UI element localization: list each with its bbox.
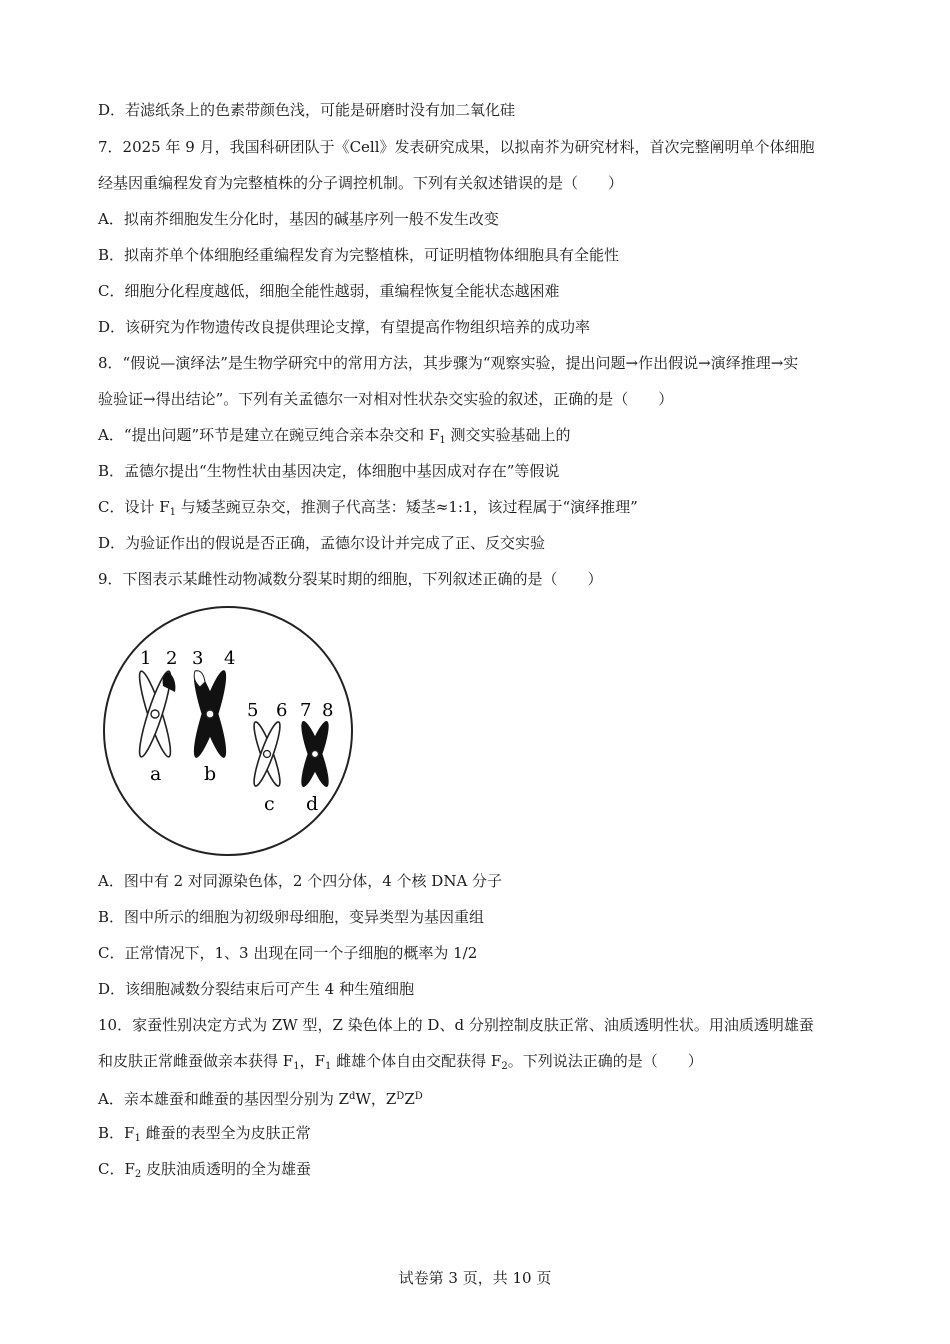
q7-stem-line1: 7．2025 年 9 月，我国科研团队于《Cell》发表研究成果，以拟南芥为研究材料，首次完整阐明单个体细胞 xyxy=(98,138,815,156)
q7-option-c: C．细胞分化程度越低，细胞全能性越弱，重编程恢复全能状态越困难 xyxy=(98,282,560,300)
q10-stem-line1: 10．家蚕性别决定方式为 ZW 型，Z 染色体上的 D、d 分别控制皮肤正常、油质透明性状。用油质透明雄蚕 xyxy=(98,1016,814,1034)
q10-option-c: C．$F_2$ 皮肤油质透明的全为雄蚕 xyxy=(98,1160,312,1180)
label-6: 6 xyxy=(276,700,288,721)
q9-option-d: D．该细胞减数分裂结束后可产生 4 种生殖细胞 xyxy=(98,980,415,998)
q9-option-b: B．图中所示的细胞为初级卵母细胞，变异类型为基因重组 xyxy=(98,908,485,926)
q9-option-c: C．正常情况下，1、3 出现在同一个子细胞的概率为 1/2 xyxy=(98,944,478,962)
q10-option-a: A．亲本雄蚕和雌蚕的基因型分别为 $Z^dW$，$Z^DZ^D$ xyxy=(98,1090,423,1108)
chromosome-pair-a xyxy=(134,669,175,759)
label-7: 7 xyxy=(300,700,312,721)
label-2: 2 xyxy=(166,648,178,669)
q10-stem-line2: 和皮肤正常雌蚕做亲本获得 $F_1$，$F_1$ 雌雄个体自由交配获得 $F_2$。下列说法正确的是（ ） xyxy=(98,1052,703,1072)
label-c: c xyxy=(264,793,275,815)
q8-option-b: B．孟德尔提出“生物性状由基因决定，体细胞中基因成对存在”等假说 xyxy=(98,462,560,480)
label-3: 3 xyxy=(192,648,204,669)
page-footer: 试卷第 3 页，共 10 页 xyxy=(398,1269,552,1287)
q7-option-b: B．拟南芥单个体细胞经重编程发育为完整植株，可证明植物体细胞具有全能性 xyxy=(98,246,620,264)
label-8: 8 xyxy=(322,700,334,721)
q7-option-a: A．拟南芥细胞发生分化时，基因的碱基序列一般不发生改变 xyxy=(98,210,499,228)
q8-option-d: D．为验证作出的假说是否正确，孟德尔设计并完成了正、反交实验 xyxy=(98,534,546,552)
q7-stem-line2: 经基因重编程发育为完整植株的分子调控机制。下列有关叙述错误的是（ ） xyxy=(98,174,624,192)
chromosome-pair-b xyxy=(188,668,232,760)
q8-stem-line2: 验验证→得出结论”。下列有关孟德尔一对相对性状杂交实验的叙述，正确的是（ ） xyxy=(98,390,674,408)
label-5: 5 xyxy=(247,700,259,721)
label-d: d xyxy=(306,793,319,815)
q9-option-a: A．图中有 2 对同源染色体，2 个四分体，4 个核 DNA 分子 xyxy=(98,872,503,890)
q8-stem-line1: 8．“假说—演绎法”是生物学研究中的常用方法，其步骤为“观察实验，提出问题→作出假说→演绎推理→实 xyxy=(98,354,799,372)
chromosome-pair-c xyxy=(250,720,285,788)
meiosis-cell-figure xyxy=(100,604,358,858)
cell-outline xyxy=(104,607,352,855)
q7-option-d: D．该研究为作物遗传改良提供理论支撑，有望提高作物组织培养的成功率 xyxy=(98,318,591,336)
q9-stem: 9．下图表示某雌性动物减数分裂某时期的细胞，下列叙述正确的是（ ） xyxy=(98,570,603,588)
label-4: 4 xyxy=(224,648,236,669)
label-1: 1 xyxy=(140,648,152,669)
q6-option-d: D．若滤纸条上的色素带颜色浅，可能是研磨时没有加二氧化硅 xyxy=(98,101,516,119)
q10-option-b: B．$F_1$ 雌蚕的表型全为皮肤正常 xyxy=(98,1124,311,1144)
label-a: a xyxy=(150,763,162,785)
q8-option-a: A．“提出问题”环节是建立在豌豆纯合亲本杂交和 $F_1$ 测交实验基础上的 xyxy=(98,426,571,446)
label-b: b xyxy=(204,763,217,785)
q8-option-c: C．设计 $F_1$ 与矮茎豌豆杂交，推测子代高茎：矮茎≈1:1，该过程属于“演绎推理” xyxy=(98,498,638,518)
chromosome-pair-d xyxy=(296,719,333,790)
